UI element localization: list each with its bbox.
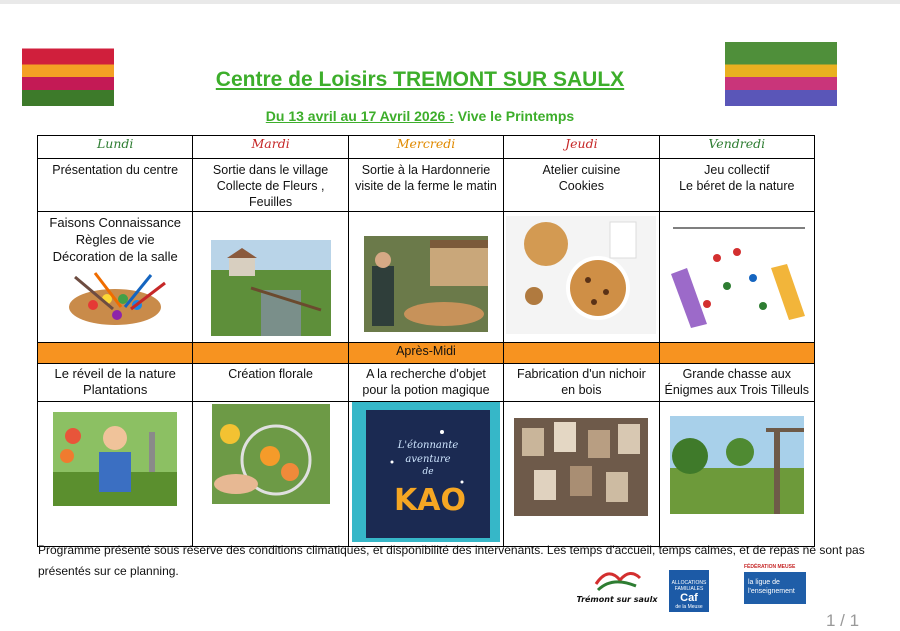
afternoon-label: Après-Midi [348,343,503,364]
viewer-top-bar [0,0,900,4]
trois-tilleuls-park-photo [670,416,804,514]
afternoon-mercredi [348,364,503,402]
activity-line: visite de la ferme le matin [355,179,497,193]
mercredi-book-cover-cell [348,402,503,547]
vendredi-park-photo-cell [659,402,814,547]
book-title-line: L'étonnante [397,440,459,451]
activity-line: Feuilles [249,195,293,209]
day-header-mardi: Mardi [193,136,348,159]
morning-activity-row [38,159,815,212]
page-subtitle [150,108,690,124]
tulip-field-photo-left [22,42,114,106]
kao-book-cover [352,402,500,542]
afternoon-band [38,343,815,364]
activity-line: Fabrication d'un nichoir [516,367,646,381]
morning-image-row [38,212,815,343]
activity-line: Sortie dans le village [212,163,329,177]
floral-creation-photo [212,404,330,504]
caf-name: Caf [680,592,698,604]
footnote-disclaimer: Programme présenté sous réserve des conditions climatiques, et disponibilité des intervenants. Les temps d'accueil, temps calmes, et de repas ne sont pas présentés sur ce planning. [38,543,865,578]
tremont-logo [576,564,658,612]
afternoon-lundi [38,364,193,402]
day-header-lundi: Lundi [38,136,193,159]
activity-line: A la recherche d'objet [366,367,486,381]
activity-line: Cookies [558,179,604,193]
ligue-enseignement-logo [744,564,806,604]
activity-line: Le béret de la nature [679,179,795,193]
activity-line: Jeu collectif [704,163,770,177]
lundi-welcome-cell [38,212,193,343]
activity-line: Sortie à la Hardonnerie [361,163,491,177]
activity-line: Plantations [83,382,148,397]
afternoon-vendredi [659,364,814,402]
activity-line: Présentation du centre [52,163,179,177]
mardi-floral-photo-cell [193,402,348,547]
book-title-line: aventure [405,454,451,465]
afternoon-mardi [193,364,348,402]
activity-line: Grande chasse aux [682,367,791,381]
morning-jeudi [504,159,659,212]
page-indicator: 1 / 1 [826,611,860,630]
caf-subtitle: ALLOCATIONS FAMILIALES [671,580,707,592]
mercredi-farm-photo-cell [348,212,503,343]
afternoon-image-row [38,402,815,547]
activity-line: Règles de vie [75,232,155,247]
jeudi-cookies-photo-cell [504,212,659,343]
day-header-mercredi: Mercredi [348,136,503,159]
spring-flowers-photo-right [725,42,837,106]
jeudi-birdhouses-cell [504,402,659,547]
village-stream-photo [211,240,331,336]
tremont-logo-text: Trémont sur saulx [576,595,658,604]
morning-mercredi [348,159,503,212]
activity-line: Énigmes aux Trois Tilleuls [664,383,810,397]
morning-lundi [38,159,193,212]
activity-line: en bois [561,383,602,397]
paint-palette-icon [55,269,175,329]
beret-game-illustration [667,224,807,328]
day-header-vendredi: Vendredi [659,136,814,159]
ligue-name: la ligue de l'enseignement [748,579,795,595]
gardener-illustration [53,412,177,506]
page-title: Centre de Loisirs TREMONT SUR SAULX [215,68,625,91]
activity-line: Atelier cuisine [542,163,621,177]
farm-visit-photo [364,236,488,332]
subtitle-dates: Du 13 avril au 17 Avril 2026 : [265,108,454,124]
mardi-village-photo-cell [193,212,348,343]
tremont-logo-icon [576,564,658,612]
day-header-jeudi: Jeudi [504,136,659,159]
afternoon-activity-row [38,364,815,402]
activity-line: pour la potion magique [362,383,490,397]
birdhouses-photo [514,418,648,516]
lundi-gardener-cell [38,402,193,547]
morning-mardi [193,159,348,212]
day-header-row [38,136,815,159]
activity-line: Décoration de la salle [52,249,178,264]
weekly-planning-table [37,135,815,547]
ligue-federation: FÉDÉRATION MEUSE [744,564,796,570]
book-title-kao: KAO [393,483,466,518]
afternoon-jeudi [504,364,659,402]
activity-line: Faisons Connaissance [49,215,181,230]
caf-logo [669,570,709,612]
vendredi-beret-illustration-cell [659,212,814,343]
book-title-line: de [422,467,434,477]
subtitle-theme: Vive le Printemps [457,108,575,124]
caf-region: de la Meuse [675,604,703,610]
activity-line: Collecte de Fleurs , [216,179,325,193]
activity-line: Le réveil de la nature [54,366,176,381]
activity-line: Création florale [228,367,313,381]
cookies-milk-photo [506,216,656,334]
morning-vendredi [659,159,814,212]
